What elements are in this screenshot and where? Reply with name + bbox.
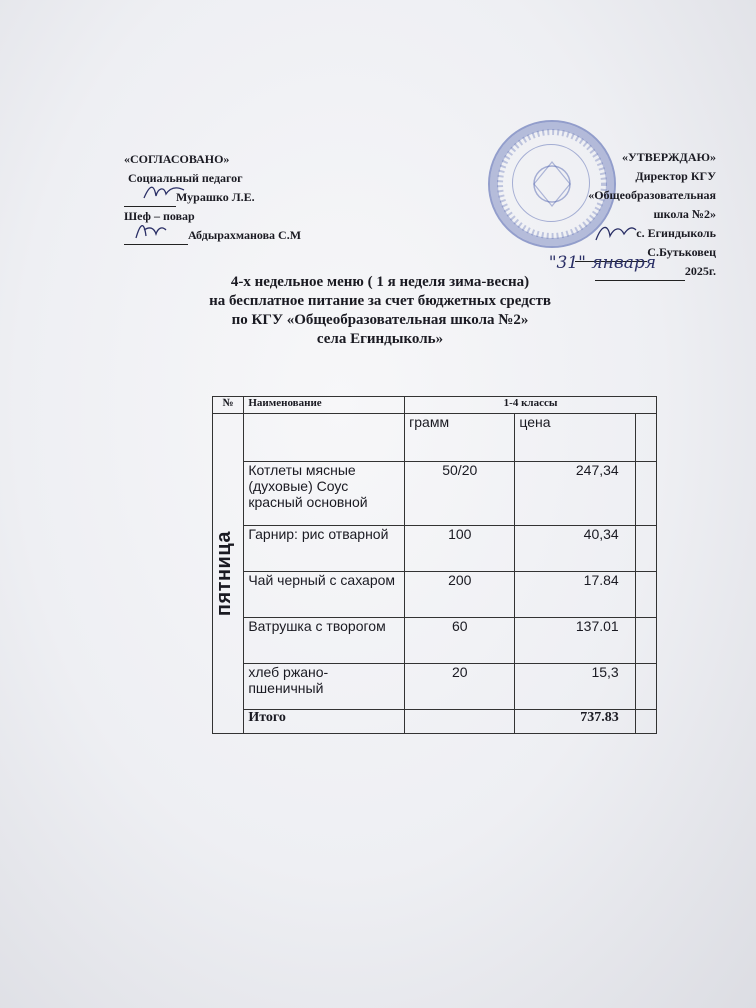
approved-name: С.Бутьковец xyxy=(647,245,716,259)
title-line-1: 4-х недельное меню ( 1 я неделя зима-весна) xyxy=(230,274,530,290)
day-label: пятница xyxy=(213,530,235,617)
approved-line-4: с. Егиндыколь xyxy=(636,226,716,240)
total-row xyxy=(213,710,657,734)
header-name: Наименование xyxy=(244,397,405,414)
agreed-heading: «СОГЛАСОВАНО» xyxy=(124,152,230,166)
header-class-group: 1-4 классы xyxy=(405,397,657,414)
extra-cell xyxy=(635,572,656,618)
approved-line-2: «Общеобразовательная xyxy=(588,188,716,202)
title-line-3: по КГУ «Общеобразовательная школа №2» xyxy=(231,312,529,328)
extra-cell xyxy=(635,526,656,572)
header-gram: грамм xyxy=(405,414,515,462)
table-header-row xyxy=(213,397,657,414)
dish-gram: 50/20 xyxy=(405,462,515,526)
dish-name: Ватрушка с творогом xyxy=(244,618,405,664)
subheader-empty xyxy=(244,414,405,462)
dish-price: 15,3 xyxy=(515,664,635,710)
document-title xyxy=(160,273,600,349)
dish-price: 17.84 xyxy=(515,572,635,618)
title-line-2: на бесплатное питание за счет бюджетных средств xyxy=(209,293,551,309)
agreed-name-2: Абдырахманова С.М xyxy=(188,228,302,242)
approved-block xyxy=(548,148,716,281)
agreed-name-1: Мурашко Л.Е. xyxy=(176,190,255,204)
extra-cell xyxy=(635,462,656,526)
extra-cell xyxy=(635,664,656,710)
dish-price: 40,34 xyxy=(515,526,635,572)
signature-underline xyxy=(124,244,188,245)
total-gram-empty xyxy=(405,710,515,734)
dish-gram: 20 xyxy=(405,664,515,710)
day-cell xyxy=(213,414,244,734)
handwritten-signature-social xyxy=(140,182,190,204)
dish-gram: 60 xyxy=(405,618,515,664)
handwritten-date: "31" января xyxy=(548,253,656,273)
dish-name: Котлеты мясные (духовые) Соус красный основной xyxy=(244,462,405,526)
approved-line-1: Директор КГУ xyxy=(635,169,716,183)
dish-name: хлеб ржано-пшеничный xyxy=(244,664,405,710)
table-subheader-row xyxy=(213,414,657,462)
header-price: цена xyxy=(515,414,635,462)
approved-year: 2025г. xyxy=(684,264,716,278)
header-number: № xyxy=(213,397,244,414)
table-row xyxy=(213,618,657,664)
title-line-4: села Егиндыколь» xyxy=(316,331,444,347)
extra-cell xyxy=(635,618,656,664)
dish-name: Чай черный с сахаром xyxy=(244,572,405,618)
table-row xyxy=(213,664,657,710)
date-underline xyxy=(595,280,685,281)
handwritten-signature-chef xyxy=(130,218,170,242)
total-label: Итого xyxy=(244,710,405,734)
menu-table xyxy=(212,396,657,734)
table-row xyxy=(213,526,657,572)
approved-line-3: школа №2» xyxy=(653,207,716,221)
agreed-role-chef: Шеф – повар xyxy=(124,209,195,223)
dish-gram: 100 xyxy=(405,526,515,572)
table-row xyxy=(213,462,657,526)
header-extra xyxy=(635,414,656,462)
agreed-role-social: Социальный педагог xyxy=(128,171,243,185)
total-value: 737.83 xyxy=(515,710,635,734)
dish-price: 247,34 xyxy=(515,462,635,526)
dish-gram: 200 xyxy=(405,572,515,618)
dish-price: 137.01 xyxy=(515,618,635,664)
handwritten-signature-director xyxy=(590,220,640,246)
table-row xyxy=(213,572,657,618)
approved-heading: «УТВЕРЖДАЮ» xyxy=(621,150,716,164)
extra-cell xyxy=(635,710,656,734)
dish-name: Гарнир: рис отварной xyxy=(244,526,405,572)
